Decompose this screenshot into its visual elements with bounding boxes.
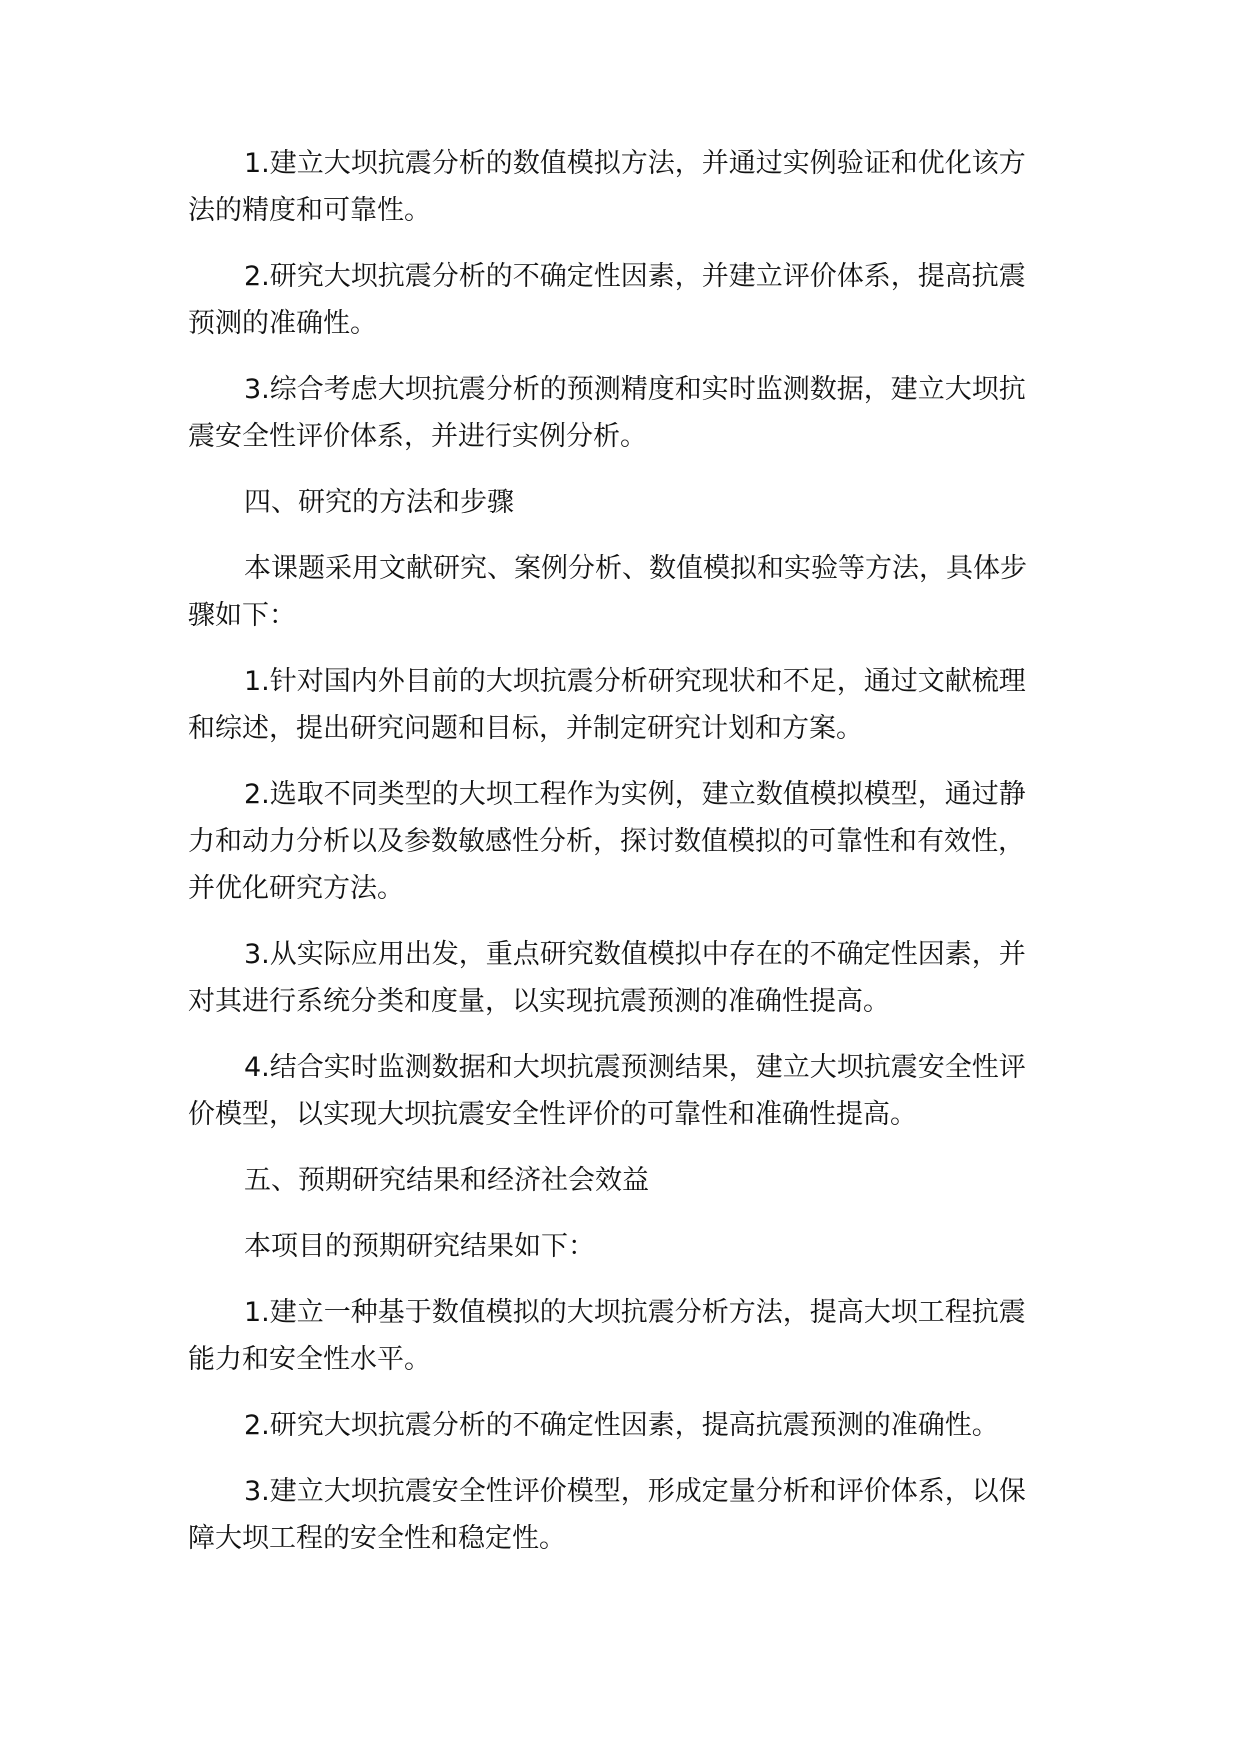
paragraph-results-intro: 本项目的预期研究结果如下： bbox=[244, 1231, 595, 1262]
paragraph-goal-1: 1.建立大坝抗震分析的数值模拟方法，并通过实例验证和优化该方法的精度和可靠性。 bbox=[188, 148, 1026, 226]
paragraph-step-2: 2.选取不同类型的大坝工程作为实例，建立数值模拟模型，通过静力和动力分析以及参数敏感性分析，探讨数值模拟的可靠性和有效性，并优化研究方法。 bbox=[188, 779, 1026, 904]
document-page bbox=[188, 140, 1041, 1581]
paragraph-result-2: 2.研究大坝抗震分析的不确定性因素，提高抗震预测的准确性。 bbox=[244, 1410, 999, 1441]
paragraph-result-3: 3.建立大坝抗震安全性评价模型，形成定量分析和评价体系，以保障大坝工程的安全性和稳定性。 bbox=[188, 1476, 1026, 1554]
paragraph-goal-2: 2.研究大坝抗震分析的不确定性因素，并建立评价体系，提高抗震预测的准确性。 bbox=[188, 261, 1026, 339]
section-heading-results: 五、预期研究结果和经济社会效益 bbox=[244, 1165, 649, 1196]
paragraph-result-1: 1.建立一种基于数值模拟的大坝抗震分析方法，提高大坝工程抗震能力和安全性水平。 bbox=[188, 1297, 1026, 1375]
paragraph-goal-3: 3.综合考虑大坝抗震分析的预测精度和实时监测数据，建立大坝抗震安全性评价体系，并进行实例分析。 bbox=[188, 374, 1026, 452]
paragraph-step-1: 1.针对国内外目前的大坝抗震分析研究现状和不足，通过文献梳理和综述，提出研究问题和目标，并制定研究计划和方案。 bbox=[188, 666, 1026, 744]
section-heading-methods: 四、研究的方法和步骤 bbox=[244, 487, 514, 518]
paragraph-methods-intro: 本课题采用文献研究、案例分析、数值模拟和实验等方法，具体步骤如下： bbox=[188, 553, 1027, 631]
paragraph-step-3: 3.从实际应用出发，重点研究数值模拟中存在的不确定性因素，并对其进行系统分类和度量，以实现抗震预测的准确性提高。 bbox=[188, 939, 1026, 1017]
paragraph-step-4: 4.结合实时监测数据和大坝抗震预测结果，建立大坝抗震安全性评价模型，以实现大坝抗震安全性评价的可靠性和准确性提高。 bbox=[188, 1052, 1026, 1130]
